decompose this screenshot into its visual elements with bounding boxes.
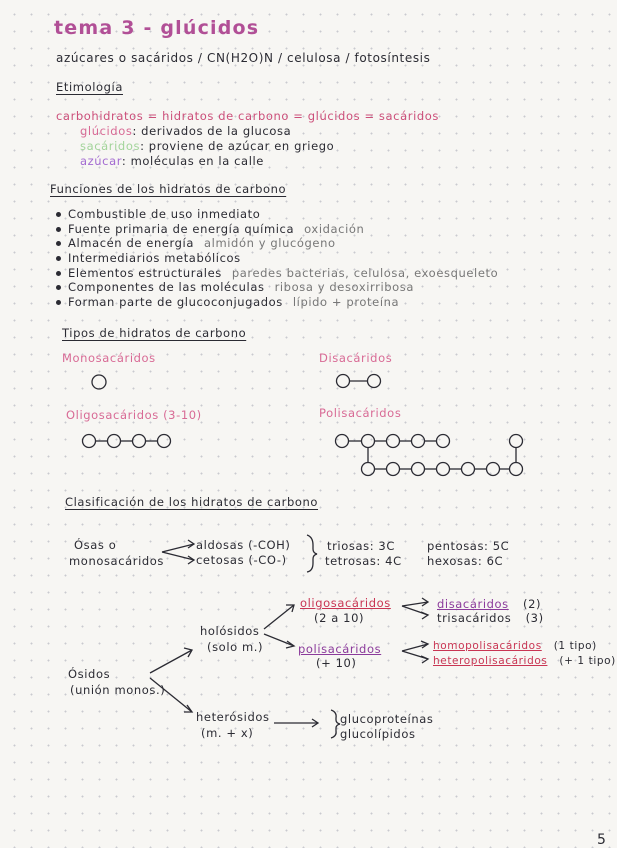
- homopolisacaridos-label: homopolisacáridos: [433, 640, 542, 652]
- etimologia-heading: Etimología: [56, 80, 123, 94]
- disacaridos-label: disacáridos: [437, 597, 509, 611]
- glucidos-def: : derivados de la glucosa: [132, 124, 292, 138]
- glucoproteinas-label: glucoproteínas: [340, 712, 434, 726]
- funcion-item: [56, 207, 498, 222]
- funcion-note: paredes bacterias, celulosa, exoesqueleto: [231, 265, 499, 280]
- heterosidos-label: heterósidos: [196, 710, 270, 724]
- oligo-range: (2 a 10): [314, 611, 365, 625]
- mono-ring: [92, 375, 106, 389]
- poli-range: (+ 10): [316, 656, 357, 670]
- funcion-text: Almacén de energía: [68, 236, 194, 251]
- azucar-def: : moléculas en la calle: [121, 154, 264, 168]
- sacaridos-line: [80, 139, 334, 153]
- heteropolisacaridos-label: heteropolisacáridos: [433, 655, 548, 667]
- heterosidos-note: (m. + x): [201, 726, 254, 740]
- azucar-line: [80, 154, 264, 168]
- funcion-text: Elementos estructurales: [68, 265, 222, 280]
- funcion-text: Intermediarios metabólicos: [68, 251, 241, 266]
- azucar-term: azúcar: [80, 154, 122, 168]
- homo-note: (1 tipo): [553, 640, 597, 652]
- page-number: 5: [597, 832, 606, 848]
- osas-label: Ósas o: [74, 538, 117, 552]
- trisacaridos-row: [437, 611, 544, 625]
- monosacaridos-label: monosacáridos: [69, 554, 165, 568]
- hetero-row: [433, 655, 616, 667]
- funcion-item: [56, 222, 498, 237]
- poli-chain: [336, 435, 523, 476]
- polisacaridos-label: polisacáridos: [298, 642, 382, 656]
- glucidos-line: [80, 124, 291, 138]
- osidos-label: Ósidos: [68, 667, 111, 681]
- tetrosas-label: tetrosas: 4C: [325, 554, 402, 568]
- disacaridos-count: (2): [523, 597, 542, 611]
- homo-row: [433, 640, 597, 652]
- funcion-note: lípido + proteína: [292, 295, 400, 310]
- funcion-text: Combustible de uso inmediato: [68, 207, 261, 221]
- funcion-item: [56, 266, 498, 281]
- disacaridos-row: [437, 597, 541, 611]
- synonyms-line: carbohidratos = hidratos de carbono = glúcidos = sacáridos: [56, 109, 439, 123]
- curly-brace: [307, 535, 317, 572]
- hexosas-label: hexosas: 6C: [427, 554, 504, 568]
- tipo-di-label: Disacáridos: [319, 351, 393, 365]
- funcion-item: [56, 251, 498, 266]
- funcion-text: Fuente primaria de energía química: [68, 221, 295, 236]
- di-chain: [337, 375, 381, 388]
- oligo-chain: [83, 435, 171, 448]
- funciones-list: [56, 207, 498, 310]
- funciones-heading: Funciones de los hidratos de carbono: [50, 182, 287, 196]
- funcion-note: ribosa y desoxirribosa: [274, 280, 415, 295]
- funcion-text: Componentes de las moléculas: [68, 280, 265, 295]
- oligosacaridos-label: oligosacáridos: [300, 596, 391, 610]
- tipos-heading: Tipos de hidratos de carbono: [62, 326, 247, 340]
- tipo-poli-label: Polisacáridos: [319, 406, 402, 420]
- right-brace: [331, 710, 340, 738]
- funcion-item: [56, 236, 498, 251]
- osas-arrows: [162, 540, 194, 564]
- trisacaridos-count: (3): [525, 611, 544, 625]
- holosidos-label: holósidos: [200, 624, 260, 638]
- funcion-note: almidón y glucógeno: [204, 236, 336, 251]
- sacaridos-def: : proviene de azúcar en griego: [140, 139, 335, 153]
- tipo-mono-label: Monosacáridos: [62, 351, 156, 365]
- subtitle: azúcares o sacáridos / CN(H2O)N / celulosa / fotosíntesis: [56, 51, 431, 65]
- funcion-text: Forman parte de glucoconjugados: [68, 295, 283, 310]
- tipo-oligo-label: Oligosacáridos (3-10): [66, 408, 202, 422]
- hetero-note: (+ 1 tipo): [559, 655, 616, 667]
- page-title: tema 3 - glúcidos: [54, 17, 260, 39]
- funcion-item: [56, 280, 498, 295]
- glucidos-term: glúcidos: [80, 124, 133, 138]
- holosidos-note: (solo m.): [207, 640, 264, 654]
- pentosas-label: pentosas: 5C: [427, 539, 510, 553]
- clasificacion-heading: Clasificación de los hidratos de carbono: [65, 495, 319, 509]
- glucolipidos-label: glucolípidos: [340, 727, 416, 741]
- triosas-label: triosas: 3C: [327, 539, 395, 553]
- osidos-arrows: [150, 598, 428, 727]
- aldosas-label: aldosas (-COH): [196, 538, 291, 552]
- trisacaridos-label: trisacáridos: [437, 611, 512, 625]
- sacaridos-term: sacáridos: [80, 139, 141, 153]
- osidos-note: (unión monos.): [70, 683, 166, 697]
- funcion-item: [56, 295, 498, 310]
- cetosas-label: cetosas (-CO-): [196, 553, 287, 567]
- funcion-note: oxidación: [304, 221, 365, 236]
